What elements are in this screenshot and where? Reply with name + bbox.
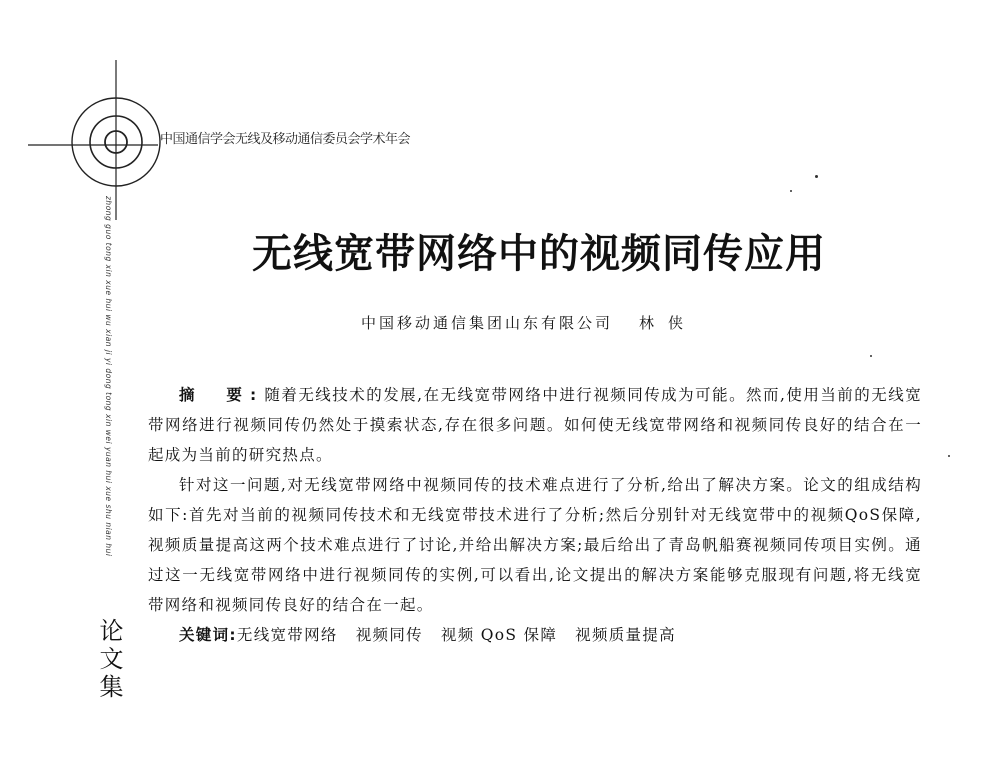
abstract-paragraph-2: 针对这一问题,对无线宽带网络中视频同传的技术难点进行了分析,给出了解决方案。论文的组成结构如下:首先对当前的视频同传技术和无线宽带技术进行了分析;然后分别针对无线宽带中的视频QoS保障,视频质量提高这两个技术难点进行了讨论,并给出解决方案;最后给出了青岛帆船赛视频同传项目实例。通过这一无线宽带网络中进行视频同传的实例,可以看出,论文提出的解决方案能够克服现有问题,将无线宽带网络和视频同传良好的结合在一起。 [148,476,922,614]
side-label: 论文集 [95,618,123,702]
paper-title: 无线宽带网络中的视频同传应用 [252,231,826,277]
keyword-item: 无线宽带网络 [236,626,338,644]
scan-speck [948,455,950,457]
affiliation: 中国移动通信集团山东有限公司 [361,314,614,332]
keywords-label: 关键词: [179,626,237,644]
keyword-item: 视频质量提高 [575,626,676,644]
byline [361,312,697,333]
keywords-line [148,620,922,650]
abstract-label: 摘 要: [179,386,265,404]
keyword-item: 视频 QoS 保障 [440,626,558,644]
keyword-item: 视频同传 [355,626,423,644]
scan-speck [790,190,792,192]
author: 林侠 [639,314,698,332]
side-pinyin: zhong guo tong xin xue hui wu xian ji yi dong tong xin wei yuan hui xue shu nian hui [104,196,113,557]
scan-speck [815,175,818,178]
conference-name: 中国通信学会无线及移动通信委员会学术年会 [160,132,411,147]
abstract-text: 随着无线技术的发展,在无线宽带网络中进行视频同传成为可能。然而,使用当前的无线宽带网络进行视频同传仍然处于摸索状态,存在很多问题。如何使无线宽带网络和视频同传良好的结合在一起成为当前的研究热点。 [148,386,922,464]
scan-speck [870,355,872,357]
abstract-paragraph-1 [148,380,922,470]
abstract-section [148,380,922,650]
